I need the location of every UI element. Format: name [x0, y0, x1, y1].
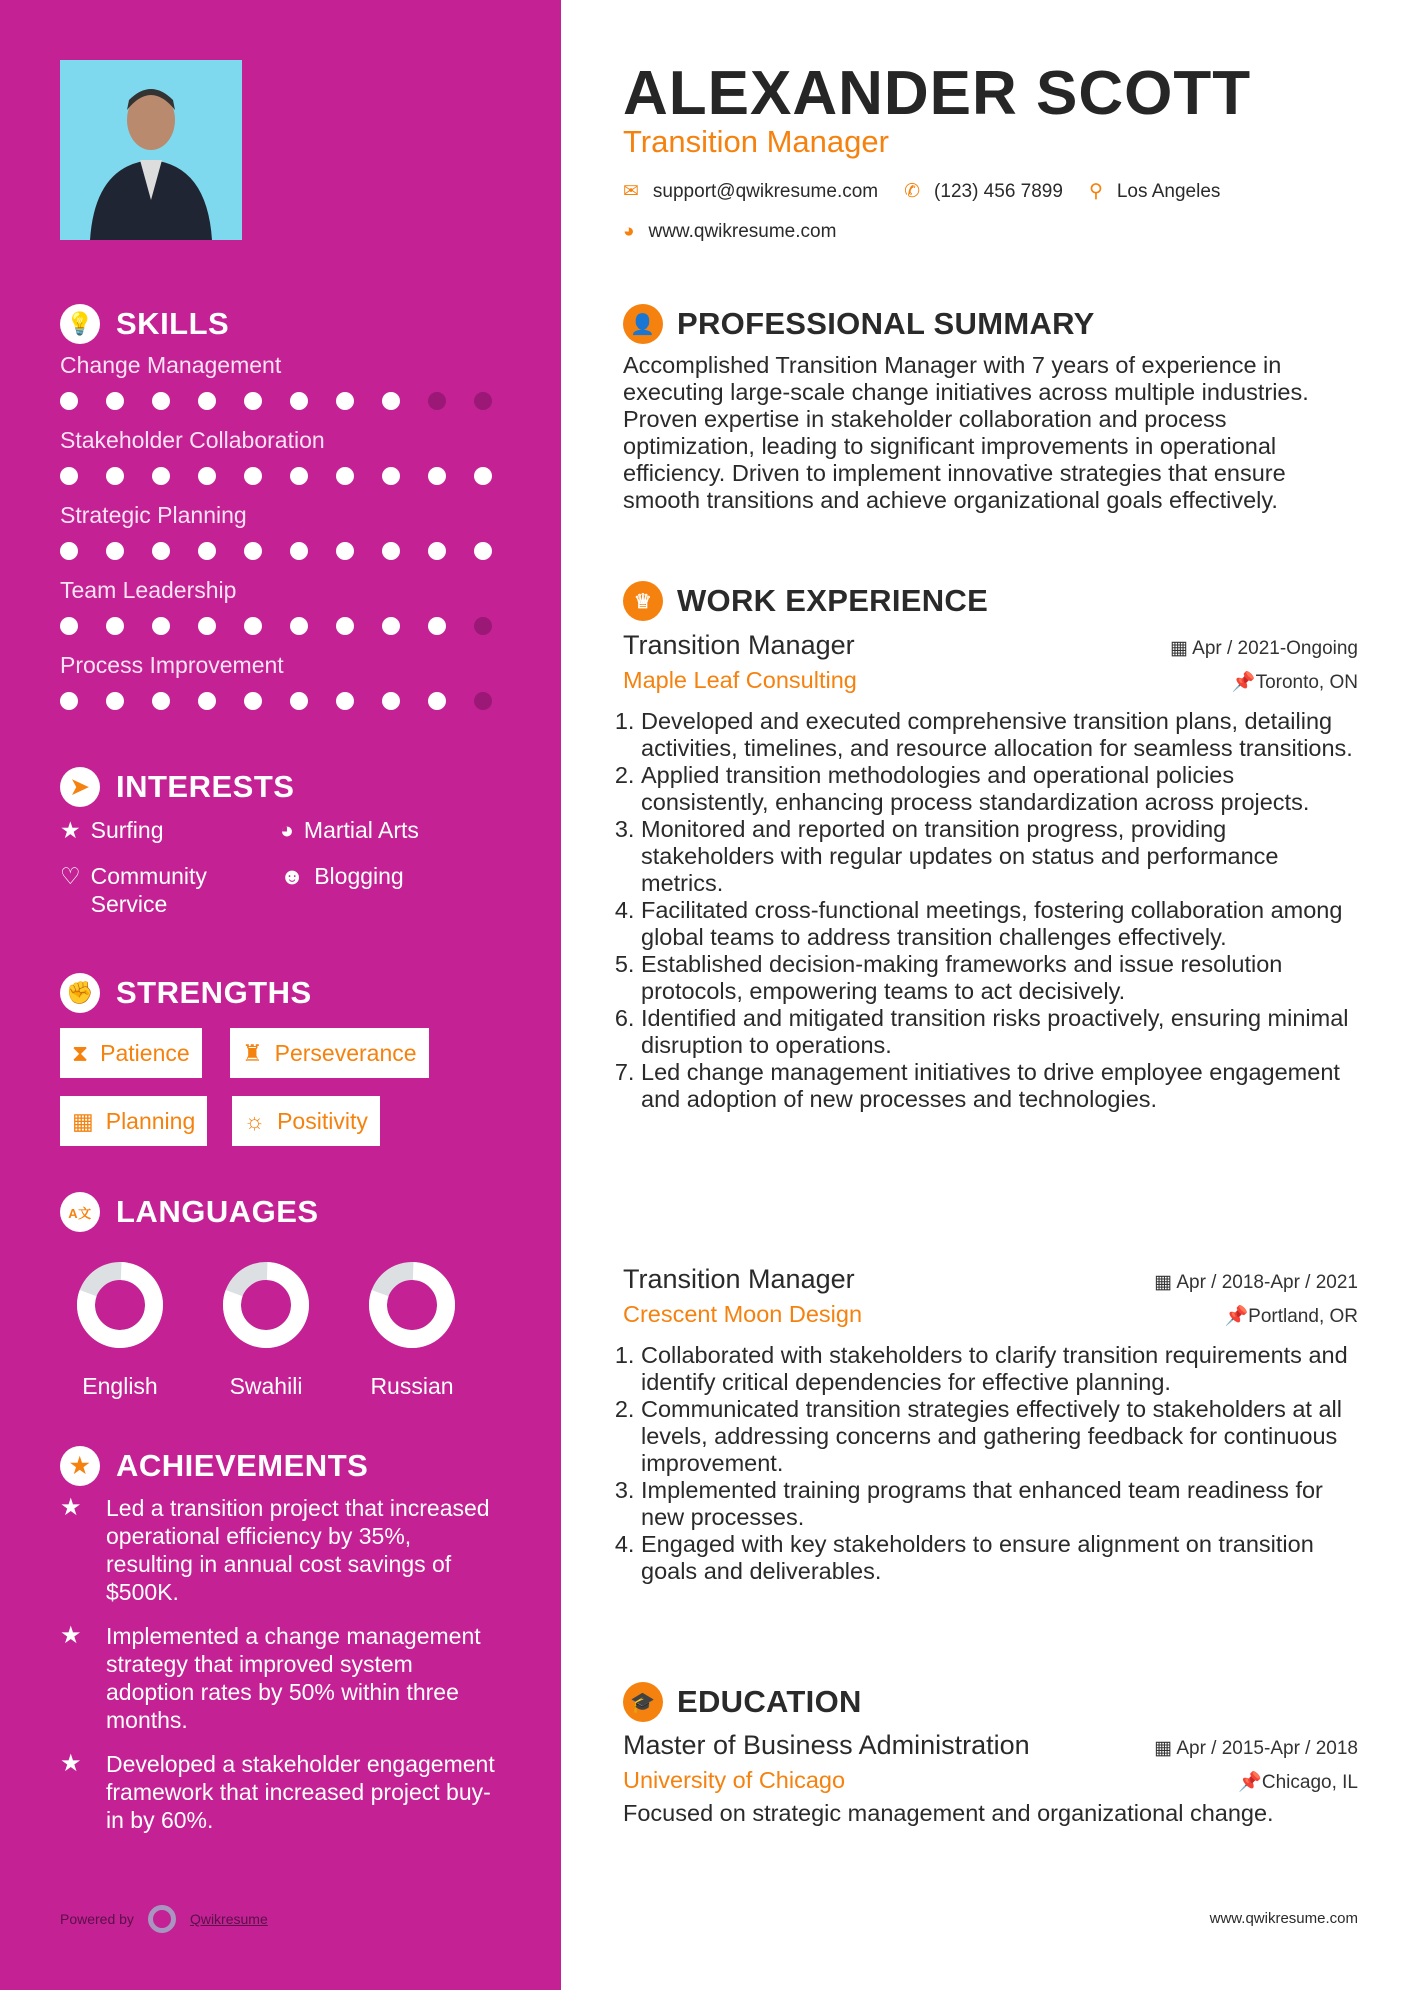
- star-icon: ★: [60, 1622, 82, 1649]
- education-heading: [623, 1682, 1358, 1722]
- skills-heading: [60, 304, 229, 344]
- language-label: Swahili: [229, 1373, 303, 1399]
- language-proficiency-donut: [216, 1255, 316, 1355]
- rating-dot-filled: [152, 467, 170, 485]
- section-title: EDUCATION: [677, 1684, 862, 1719]
- job-position: Transition Manager: [623, 630, 855, 660]
- rating-dot-filled: [382, 542, 400, 560]
- interest-item: [60, 816, 280, 844]
- job-title: Transition Manager: [623, 124, 889, 159]
- section-title: INTERESTS: [116, 769, 295, 804]
- email[interactable]: support@qwikresume.com: [652, 180, 879, 202]
- interest-icon: ★: [60, 817, 81, 843]
- rating-dot-filled: [336, 617, 354, 635]
- interest-item: [280, 816, 500, 844]
- sidebar: [0, 0, 561, 1990]
- rating-dot-filled: [152, 542, 170, 560]
- interests-heading: [60, 767, 294, 807]
- strength-label: Planning: [105, 1107, 196, 1134]
- rating-dot-empty: [474, 392, 492, 410]
- language-item: [60, 1255, 180, 1400]
- rating-dot-filled: [336, 542, 354, 560]
- rating-dot-filled: [60, 692, 78, 710]
- star-icon: ★: [60, 1750, 82, 1777]
- achievement-item: [60, 1622, 500, 1734]
- strength-icon: ⧗: [72, 1039, 89, 1066]
- pin-icon: 📌: [1224, 1306, 1249, 1327]
- qwikresume-logo-icon: [148, 1905, 176, 1933]
- website[interactable]: www.qwikresume.com: [648, 221, 837, 242]
- section-title: LANGUAGES: [116, 1194, 319, 1229]
- rating-dot-filled: [198, 692, 216, 710]
- rating-dot-filled: [152, 392, 170, 410]
- skill-item: [60, 577, 500, 635]
- website-row: [623, 221, 1358, 243]
- rating-dot-filled: [290, 617, 308, 635]
- star-icon: ★: [60, 1446, 100, 1486]
- rating-dot-filled: [336, 692, 354, 710]
- summary-text: Accomplished Transition Manager with 7 years of experience in executing large-scale change initiatives across multiple industries. Proven expertise in stakeholder collaboration and process optimization, leading to significant improvements in operational efficiency. Driven to implement innovative strategies that ensure smooth transitions and achieve organizational goals effectively.: [623, 352, 1309, 513]
- rating-dot-filled: [106, 617, 124, 635]
- rating-dot-filled: [60, 467, 78, 485]
- footer-website[interactable]: www.qwikresume.com: [1209, 1910, 1358, 1927]
- section-title: STRENGTHS: [116, 975, 312, 1010]
- duty-item: 3. Implemented training programs that enhanced team readiness for new processes.: [641, 1477, 1358, 1531]
- duty-item: 2. Applied transition methodologies and operational policies consistently, enhancing process standardization across projects.: [641, 762, 1358, 816]
- achievement-item: [60, 1494, 500, 1606]
- location: Los Angeles: [1116, 180, 1221, 202]
- rating-dot-filled: [106, 692, 124, 710]
- pin-icon: 📌: [1231, 672, 1256, 693]
- rating-dot-filled: [428, 617, 446, 635]
- duty-item: 4. Facilitated cross-functional meetings, fostering collaboration among global teams to address transition challenges effectively.: [641, 897, 1358, 951]
- interest-item: [280, 862, 500, 890]
- powered-by: [60, 1905, 268, 1933]
- powered-by-label: Powered by: [60, 1911, 134, 1927]
- rating-dot-filled: [428, 467, 446, 485]
- duty-item: 4. Engaged with key stakeholders to ensure alignment on transition goals and deliverables.: [641, 1531, 1358, 1585]
- rating-dot-filled: [382, 467, 400, 485]
- duty-item: 1. Developed and executed comprehensive transition plans, detailing activities, timelines, and resource allocation for seamless transitions.: [641, 708, 1358, 762]
- rating-dot-filled: [244, 692, 262, 710]
- graduation-cap-icon: 🎓: [623, 1682, 663, 1722]
- rating-dot-filled: [60, 392, 78, 410]
- strength-label: Perseverance: [274, 1039, 417, 1066]
- contact-row: [623, 180, 1358, 203]
- interest-icon: ☻: [280, 863, 305, 889]
- phone-icon: ✆: [904, 181, 921, 202]
- skill-label: Change Management: [60, 352, 282, 378]
- rating-dot-filled: [290, 542, 308, 560]
- rating-dot-filled: [336, 467, 354, 485]
- strength-icon: ▦: [72, 1107, 94, 1134]
- education-description: Focused on strategic management and organizational change.: [623, 1800, 1274, 1826]
- skill-item: [60, 502, 500, 560]
- languages-heading: [60, 1192, 319, 1232]
- strength-badge: [230, 1028, 429, 1078]
- achievements-heading: [60, 1446, 368, 1486]
- star-icon: ★: [60, 1494, 82, 1521]
- skill-label: Stakeholder Collaboration: [60, 427, 325, 453]
- calendar-icon: ▦: [1154, 1272, 1177, 1293]
- interest-label: Surfing: [90, 817, 164, 843]
- language-icon: A文: [60, 1192, 100, 1232]
- rating-dot-filled: [244, 467, 262, 485]
- rating-dot-filled: [336, 392, 354, 410]
- skill-item: [60, 352, 500, 410]
- rating-dot-filled: [198, 542, 216, 560]
- rating-dot-filled: [60, 617, 78, 635]
- strength-badge: [60, 1028, 202, 1078]
- rating-dot-filled: [244, 392, 262, 410]
- skill-label: Team Leadership: [60, 577, 237, 603]
- skill-item: [60, 652, 500, 710]
- skill-rating: [60, 467, 492, 485]
- achievement-text: Led a transition project that increased operational efficiency by 35%, resulting in annual cost savings of $500K.: [106, 1495, 490, 1605]
- rating-dot-empty: [428, 392, 446, 410]
- school: University of Chicago: [623, 1767, 846, 1793]
- job-entry: [623, 630, 1358, 1113]
- rating-dot-filled: [106, 542, 124, 560]
- skill-label: Strategic Planning: [60, 502, 247, 528]
- interest-label: Community Service: [90, 863, 207, 917]
- duty-item: 5. Established decision-making frameworks and issue resolution protocols, empowering teams to act decisively.: [641, 951, 1358, 1005]
- language-item: [352, 1255, 472, 1400]
- company-name: Maple Leaf Consulting: [623, 667, 857, 693]
- job-location: Toronto, ON: [1255, 672, 1358, 693]
- rating-dot-filled: [382, 392, 400, 410]
- skill-rating: [60, 617, 492, 635]
- achievement-text: Developed a stakeholder engagement framework that increased project buy-in by 60%.: [106, 1751, 495, 1833]
- interest-item: [60, 862, 250, 918]
- rating-dot-filled: [290, 392, 308, 410]
- job-location: Portland, OR: [1248, 1306, 1358, 1327]
- rating-dot-filled: [106, 467, 124, 485]
- rating-dot-filled: [428, 692, 446, 710]
- strength-icon: ☼: [244, 1107, 266, 1134]
- job-entry: [623, 1264, 1358, 1585]
- chair-icon: ♕: [623, 581, 663, 621]
- strength-label: Patience: [100, 1039, 190, 1066]
- strength-icon: ♜: [242, 1039, 263, 1066]
- section-title: SKILLS: [116, 306, 230, 341]
- skill-item: [60, 427, 500, 485]
- paper-plane-icon: ➤: [60, 767, 100, 807]
- interest-label: Martial Arts: [303, 817, 419, 843]
- interest-icon: ◕: [280, 817, 294, 843]
- rating-dot-filled: [474, 467, 492, 485]
- achievement-item: [60, 1750, 500, 1834]
- job-position: Transition Manager: [623, 1264, 855, 1294]
- job-duties: [623, 1342, 1358, 1585]
- duty-item: 7. Led change management initiatives to drive employee engagement and adoption of new processes and technologies.: [641, 1059, 1358, 1113]
- job-duties: [623, 708, 1358, 1113]
- rating-dot-filled: [382, 617, 400, 635]
- strength-badge: [232, 1096, 380, 1146]
- rating-dot-filled: [198, 467, 216, 485]
- rating-dot-filled: [198, 617, 216, 635]
- language-proficiency-donut: [70, 1255, 170, 1355]
- job-dates: Apr / 2021-Ongoing: [1192, 638, 1358, 659]
- fist-icon: ✊: [60, 973, 100, 1013]
- user-icon: 👤: [623, 304, 663, 344]
- rating-dot-filled: [198, 392, 216, 410]
- interest-icon: ♡: [60, 863, 81, 889]
- education-dates: Apr / 2015-Apr / 2018: [1176, 1738, 1358, 1759]
- rating-dot-filled: [152, 617, 170, 635]
- skill-label: Process Improvement: [60, 652, 284, 678]
- achievement-text: Implemented a change management strategy that improved system adoption rates by 50% within three months.: [106, 1623, 481, 1733]
- globe-icon: ◕: [623, 221, 635, 242]
- strengths-heading: [60, 973, 312, 1013]
- calendar-icon: ▦: [1169, 638, 1193, 659]
- rating-dot-filled: [152, 692, 170, 710]
- duty-item: 6. Identified and mitigated transition risks proactively, ensuring minimal disruption to operations.: [641, 1005, 1358, 1059]
- job-dates: Apr / 2018-Apr / 2021: [1176, 1272, 1358, 1293]
- language-proficiency-donut: [362, 1255, 462, 1355]
- strength-label: Positivity: [277, 1107, 368, 1134]
- pin-icon: 📌: [1238, 1772, 1262, 1793]
- section-title: ACHIEVEMENTS: [116, 1448, 369, 1483]
- rating-dot-filled: [382, 692, 400, 710]
- calendar-icon: ▦: [1154, 1738, 1177, 1759]
- section-title: PROFESSIONAL SUMMARY: [677, 306, 1095, 341]
- rating-dot-filled: [244, 542, 262, 560]
- rating-dot-filled: [290, 692, 308, 710]
- interest-label: Blogging: [314, 863, 404, 889]
- envelope-icon: ✉: [623, 181, 639, 202]
- location-pin-icon: ⚲: [1088, 181, 1103, 202]
- phone: (123) 456 7899: [934, 180, 1063, 202]
- language-label: Russian: [370, 1373, 454, 1399]
- company-name: Crescent Moon Design: [623, 1301, 863, 1327]
- duty-item: 3. Monitored and reported on transition progress, providing stakeholders with regular updates on status and performance metrics.: [641, 816, 1358, 897]
- education-location: Chicago, IL: [1261, 1772, 1358, 1793]
- rating-dot-filled: [428, 542, 446, 560]
- strength-badge: [60, 1096, 207, 1146]
- summary-heading: [623, 304, 1358, 344]
- duty-item: 1. Collaborated with stakeholders to clarify transition requirements and identify critical dependencies for effective planning.: [641, 1342, 1358, 1396]
- education-entry: [623, 1730, 1358, 1827]
- language-item: [206, 1255, 326, 1400]
- degree: Master of Business Administration: [623, 1730, 1030, 1760]
- skill-rating: [60, 392, 492, 410]
- duty-item: 2. Communicated transition strategies effectively to stakeholders at all levels, addressing concerns and gathering feedback for continuous improvement.: [641, 1396, 1358, 1477]
- rating-dot-filled: [474, 542, 492, 560]
- section-title: WORK EXPERIENCE: [677, 583, 989, 618]
- language-label: English: [82, 1373, 158, 1399]
- skill-rating: [60, 692, 492, 710]
- profile-photo: [60, 60, 242, 240]
- rating-dot-empty: [474, 692, 492, 710]
- brand-link[interactable]: Qwikresume: [189, 1911, 268, 1927]
- rating-dot-filled: [290, 467, 308, 485]
- rating-dot-empty: [474, 617, 492, 635]
- lightbulb-icon: 💡: [60, 304, 100, 344]
- rating-dot-filled: [244, 617, 262, 635]
- experience-heading: [623, 581, 1358, 621]
- skill-rating: [60, 542, 492, 560]
- rating-dot-filled: [60, 542, 78, 560]
- rating-dot-filled: [106, 392, 124, 410]
- candidate-name: ALEXANDER SCOTT: [623, 59, 1252, 128]
